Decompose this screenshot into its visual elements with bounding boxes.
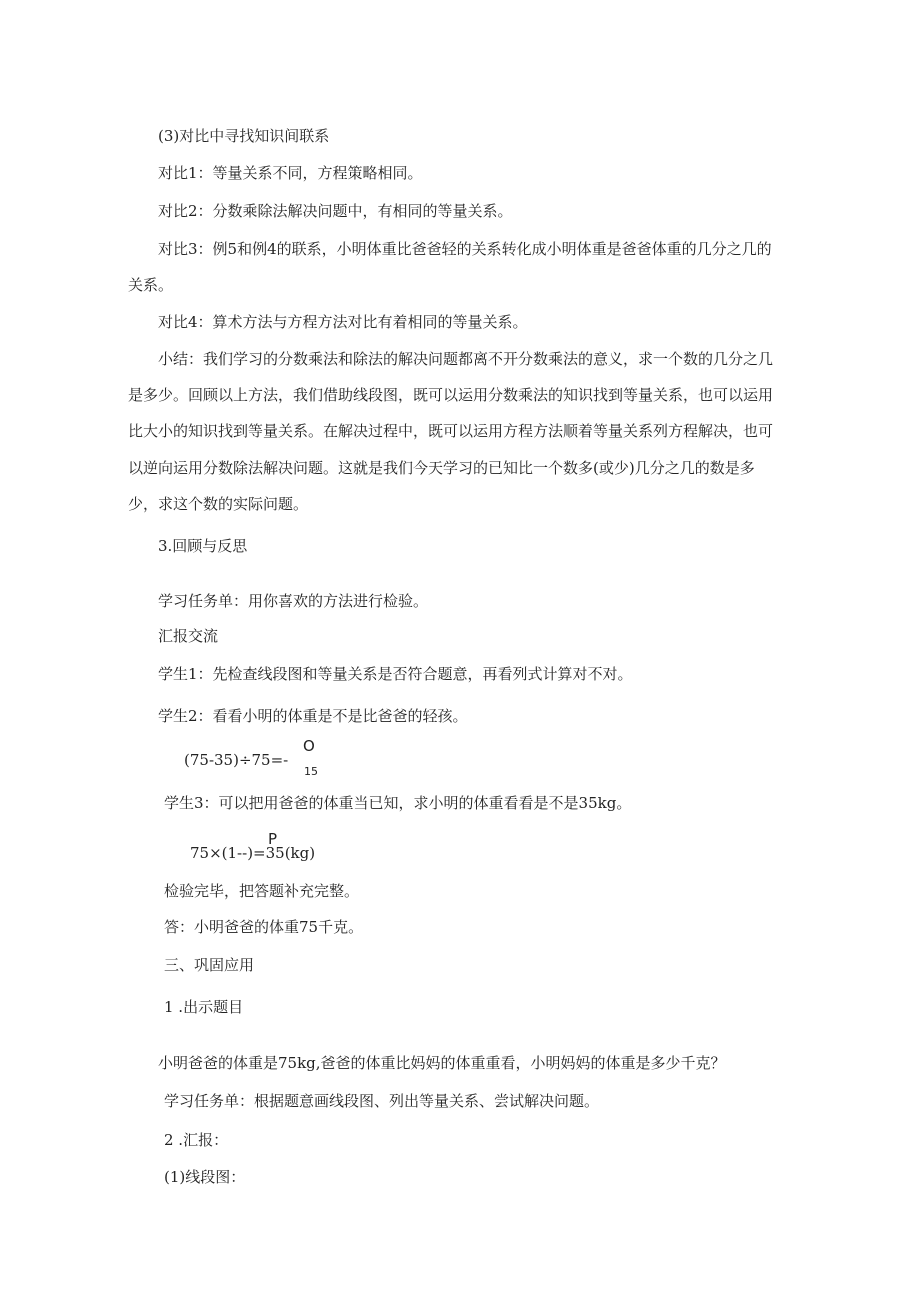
formula-1-numerator: O bbox=[303, 737, 315, 755]
formula-1-expression: (75-35)÷75=- bbox=[184, 751, 289, 769]
student-3: 学生3：可以把用爸爸的体重当已知，求小明的体重看看是不是35kg。 bbox=[164, 794, 632, 812]
comparison-4: 对比4：算术方法与方程方法对比有着相同的等量关系。 bbox=[158, 313, 528, 331]
comparison-3: 对比3：例5和例4的联系，小明体重比爸爸轻的关系转化成小明体重是爸爸体重的几分之几的 bbox=[158, 240, 772, 258]
student-2: 学生2：看看小明的体重是不是比爸爸的轻孩。 bbox=[158, 707, 468, 725]
formula-1-denominator: 15 bbox=[304, 765, 318, 778]
summary-line-2: 是多少。回顾以上方法，我们借助线段图，既可以运用分数乘法的知识找到等量关系，也可以运用 bbox=[128, 386, 774, 404]
section-title: (3)对比中寻找知识间联系 bbox=[158, 127, 330, 145]
student-1: 学生1：先检查线段图和等量关系是否符合题意，再看列式计算对不对。 bbox=[158, 665, 633, 683]
summary-line-5: 少，求这个数的实际问题。 bbox=[128, 495, 309, 513]
task-sheet-1: 学习任务单：用你喜欢的方法进行检验。 bbox=[158, 592, 429, 610]
item-1: 1 .出示题目 bbox=[164, 998, 244, 1016]
problem-statement: 小明爸爸的体重是75kg,爸爸的体重比妈妈的体重重看，小明妈妈的体重是多少千克？ bbox=[158, 1054, 726, 1072]
task-sheet-2: 学习任务单：根据题意画线段图、列出等量关系、尝试解决问题。 bbox=[164, 1092, 600, 1110]
item-2-1: (1)线段图： bbox=[164, 1168, 246, 1186]
summary-line-3: 比大小的知识找到等量关系。在解决过程中，既可以运用方程方法顺着等量关系列方程解决，也可 bbox=[128, 422, 774, 440]
review-heading: 3.回顾与反思 bbox=[158, 537, 248, 555]
comparison-3-continued: 关系。 bbox=[128, 276, 174, 294]
item-2: 2 .汇报： bbox=[164, 1131, 229, 1149]
answer: 答：小明爸爸的体重75千克。 bbox=[164, 918, 364, 936]
part3-heading: 三、巩固应用 bbox=[164, 956, 255, 974]
formula-2-top: P bbox=[268, 830, 278, 848]
report-heading: 汇报交流 bbox=[158, 627, 219, 645]
check-done: 检验完毕，把答题补充完整。 bbox=[164, 882, 360, 900]
summary-line-4: 以逆向运用分数除法解决问题。这就是我们今天学习的已知比一个数多(或少)几分之几的数是多 bbox=[128, 459, 755, 477]
summary-line-1: 小结：我们学习的分数乘法和除法的解决问题都离不开分数乘法的意义，求一个数的几分之几 bbox=[158, 350, 774, 368]
comparison-1: 对比1：等量关系不同，方程策略相同。 bbox=[158, 164, 423, 182]
comparison-2: 对比2：分数乘除法解决问题中，有相同的等量关系。 bbox=[158, 202, 513, 220]
formula-2-expression: 75×(1--)=35(kg) bbox=[190, 844, 316, 862]
